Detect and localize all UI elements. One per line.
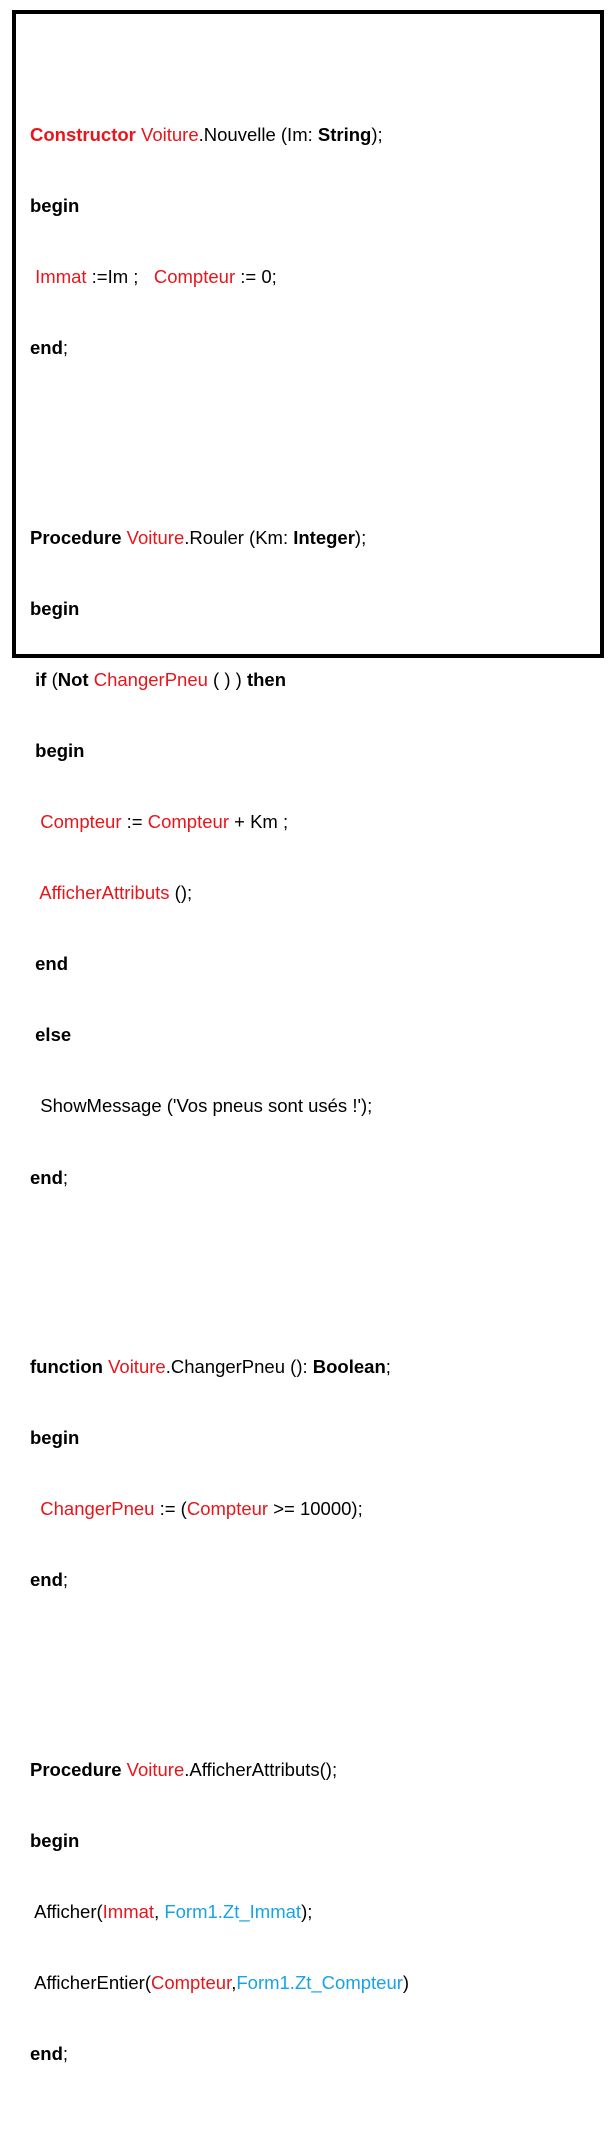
code-text: := ( (154, 1498, 187, 1520)
code-line (30, 1426, 409, 1450)
blank-line (30, 1237, 409, 1261)
code-line (30, 336, 409, 360)
identifier-changerpneu: ChangerPneu (40, 1498, 155, 1520)
code-text: AfficherEntier( (30, 1972, 151, 1994)
code-line (30, 526, 409, 550)
identifier-compteur: Compteur (186, 1498, 269, 1520)
class-name: Voiture (141, 123, 199, 145)
keyword-end: end (30, 1569, 63, 1591)
code-text: Afficher( (30, 1901, 103, 1923)
code-text: ( ) ) (207, 668, 247, 690)
code-text: ; (62, 1569, 69, 1591)
code-text: .AfficherAttributs(); (184, 1759, 338, 1780)
code-line (30, 1166, 409, 1190)
code-line (30, 2042, 409, 2066)
keyword-begin: begin (30, 1427, 80, 1449)
code-line (30, 668, 409, 692)
code-text: .Rouler (Km: (184, 526, 294, 548)
code-text: ); (301, 1901, 313, 1923)
keyword-constructor: Constructor (30, 123, 136, 145)
code-text: ; (62, 1166, 69, 1188)
code-frame (12, 10, 604, 2065)
code-text (30, 1498, 40, 1519)
class-name: Voiture (108, 1356, 166, 1378)
code-line (30, 810, 409, 834)
code-line (30, 123, 409, 147)
blank-line (30, 407, 409, 431)
code-line (30, 265, 409, 289)
keyword-else: else (35, 1024, 72, 1046)
code-text: (); (169, 882, 193, 904)
code-line (30, 739, 409, 763)
code-text (30, 882, 39, 903)
code-text: :=Im ; (86, 266, 154, 287)
code-text: .ChangerPneu (): (165, 1356, 313, 1378)
code-line (30, 881, 409, 905)
code-line (30, 1023, 409, 1047)
code-text: ); (354, 526, 367, 548)
keyword-end: end (30, 1166, 63, 1188)
type-integer: Integer (293, 526, 355, 548)
keyword-begin: begin (30, 194, 80, 216)
identifier-changerpneu: ChangerPneu (93, 668, 208, 690)
code-text: ; (385, 1356, 391, 1378)
identifier-afficherattributs: AfficherAttributs (39, 882, 170, 904)
identifier-immat: Immat (102, 1901, 155, 1923)
form-field-zt-compteur: Form1.Zt_Compteur (236, 1972, 403, 1994)
code-line (30, 1758, 409, 1782)
code-line (30, 1971, 409, 1995)
code-line (30, 1829, 409, 1853)
code-line (30, 1900, 409, 1924)
type-string: String (317, 123, 372, 145)
keyword-end: end (30, 337, 63, 359)
identifier-compteur: Compteur (153, 266, 236, 287)
keyword-then: then (246, 668, 287, 690)
code-text: , (231, 1972, 237, 1994)
identifier-compteur: Compteur (40, 811, 122, 833)
keyword-not: Not (57, 668, 89, 690)
code-line (30, 1497, 409, 1521)
keyword-end: end (35, 953, 69, 975)
code-text: ShowMessage ('Vos pneus sont usés !'); (30, 1095, 373, 1117)
identifier-compteur: Compteur (151, 1972, 232, 1994)
keyword-end: end (30, 2043, 63, 2065)
identifier-compteur: Compteur (147, 811, 229, 833)
code-line (30, 1094, 409, 1118)
code-text: := 0; (235, 266, 277, 287)
keyword-begin: begin (30, 597, 80, 619)
code-line (30, 194, 409, 218)
keyword-procedure: Procedure (30, 1759, 122, 1780)
keyword-function: function (30, 1356, 103, 1378)
code-text: ); (371, 123, 383, 145)
blank-line (30, 1640, 409, 1664)
keyword-begin: begin (35, 739, 85, 761)
type-boolean: Boolean (312, 1356, 386, 1378)
class-name: Voiture (126, 1759, 185, 1780)
code-text (30, 811, 40, 832)
identifier-immat: Immat (35, 266, 87, 287)
code-text: ) (402, 1972, 410, 1994)
code-text: .Nouvelle (Im: (198, 123, 318, 145)
keyword-begin: begin (30, 1830, 80, 1852)
code-text: ; (62, 2043, 69, 2065)
code-text: := (121, 811, 148, 833)
code-line (30, 952, 409, 976)
keyword-if: if (35, 668, 47, 690)
class-name: Voiture (126, 526, 185, 548)
code-line (30, 1568, 409, 1592)
code-text: + Km ; (228, 811, 289, 833)
code-text: , (154, 1901, 165, 1923)
code-line (30, 597, 409, 621)
code-line (30, 1355, 409, 1379)
keyword-procedure: Procedure (30, 526, 122, 548)
code-text: ; (62, 337, 69, 359)
code-listing (30, 28, 409, 2137)
form-field-zt-immat: Form1.Zt_Immat (164, 1901, 302, 1923)
code-text: ( (46, 668, 58, 690)
code-text: >= 10000); (268, 1498, 363, 1520)
